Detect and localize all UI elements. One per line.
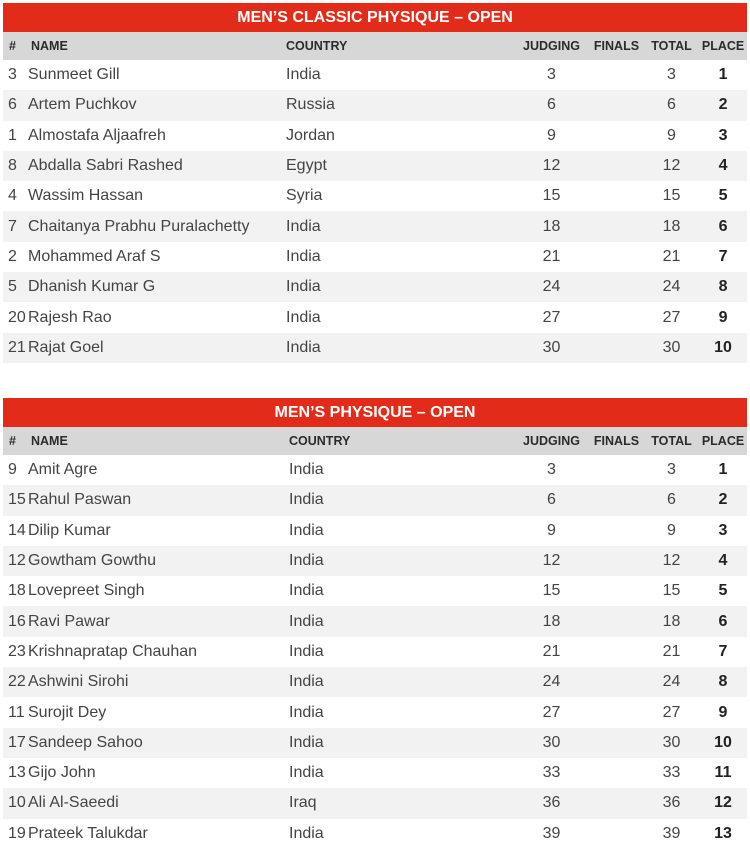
competitor-country: India bbox=[287, 455, 514, 485]
table-title-row bbox=[3, 3, 747, 32]
competitor-name: Ravi Pawar bbox=[27, 606, 287, 636]
total-score: 6 bbox=[644, 485, 699, 515]
competitor-number: 20 bbox=[3, 302, 27, 332]
competitor-name: Mohammed Araf S bbox=[27, 242, 284, 272]
judging-score: 24 bbox=[514, 667, 589, 697]
column-header-name: NAME bbox=[27, 32, 284, 60]
finals-score bbox=[589, 302, 644, 332]
column-header-finals: FINALS bbox=[589, 427, 644, 455]
placing: 12 bbox=[699, 788, 747, 818]
table-row bbox=[3, 211, 747, 241]
finals-score bbox=[589, 637, 644, 667]
competitor-name: Dhanish Kumar G bbox=[27, 272, 284, 302]
column-header-place: PLACE bbox=[699, 32, 747, 60]
column-header-row bbox=[3, 32, 747, 60]
finals-score bbox=[589, 788, 644, 818]
column-header-total: TOTAL bbox=[644, 427, 699, 455]
column-header-judging: JUDGING bbox=[514, 32, 589, 60]
placing: 8 bbox=[699, 667, 747, 697]
competitor-country: India bbox=[284, 302, 514, 332]
judging-score: 21 bbox=[514, 637, 589, 667]
judging-score: 6 bbox=[514, 90, 589, 120]
competitor-name: Sunmeet Gill bbox=[27, 60, 284, 90]
placing: 3 bbox=[699, 516, 747, 546]
column-header-place: PLACE bbox=[699, 427, 747, 455]
competitor-name: Prateek Talukdar bbox=[27, 819, 287, 849]
competitor-number: 5 bbox=[3, 272, 27, 302]
finals-score bbox=[589, 485, 644, 515]
table-row bbox=[3, 637, 747, 667]
competitor-country: India bbox=[287, 546, 514, 576]
table-row bbox=[3, 333, 747, 363]
total-score: 39 bbox=[644, 819, 699, 849]
competitor-name: Wassim Hassan bbox=[27, 181, 284, 211]
placing: 9 bbox=[699, 697, 747, 727]
placing: 6 bbox=[699, 211, 747, 241]
table-row bbox=[3, 485, 747, 515]
table-row bbox=[3, 272, 747, 302]
table-row bbox=[3, 788, 747, 818]
finals-score bbox=[589, 697, 644, 727]
competitor-name: Chaitanya Prabhu Puralachetty bbox=[27, 211, 284, 241]
table-row bbox=[3, 455, 747, 485]
table-row bbox=[3, 516, 747, 546]
judging-score: 18 bbox=[514, 211, 589, 241]
competitor-number: 3 bbox=[3, 60, 27, 90]
competitor-name: Rahul Paswan bbox=[27, 485, 287, 515]
finals-score bbox=[589, 758, 644, 788]
total-score: 3 bbox=[644, 60, 699, 90]
competitor-country: India bbox=[284, 242, 514, 272]
judging-score: 3 bbox=[514, 455, 589, 485]
competitor-name: Rajesh Rao bbox=[27, 302, 284, 332]
placing: 13 bbox=[699, 819, 747, 849]
column-header-finals: FINALS bbox=[589, 32, 644, 60]
table-row bbox=[3, 90, 747, 120]
competitor-country: India bbox=[287, 697, 514, 727]
placing: 2 bbox=[699, 485, 747, 515]
table-row bbox=[3, 302, 747, 332]
judging-score: 18 bbox=[514, 606, 589, 636]
judging-score: 30 bbox=[514, 728, 589, 758]
judging-score: 27 bbox=[514, 697, 589, 727]
column-header-row bbox=[3, 427, 747, 455]
competitor-number: 8 bbox=[3, 151, 27, 181]
results-table-mens-physique bbox=[3, 398, 747, 849]
placing: 3 bbox=[699, 121, 747, 151]
competitor-country: India bbox=[287, 516, 514, 546]
competitor-name: Gijo John bbox=[27, 758, 287, 788]
judging-score: 39 bbox=[514, 819, 589, 849]
table-row bbox=[3, 697, 747, 727]
total-score: 3 bbox=[644, 455, 699, 485]
finals-score bbox=[589, 121, 644, 151]
competitor-country: India bbox=[287, 606, 514, 636]
competitor-number: 13 bbox=[3, 758, 27, 788]
total-score: 27 bbox=[644, 697, 699, 727]
competitor-country: India bbox=[287, 576, 514, 606]
total-score: 24 bbox=[644, 667, 699, 697]
table-row bbox=[3, 546, 747, 576]
total-score: 30 bbox=[644, 728, 699, 758]
competitor-number: 23 bbox=[3, 637, 27, 667]
judging-score: 9 bbox=[514, 121, 589, 151]
competitor-name: Gowtham Gowthu bbox=[27, 546, 287, 576]
judging-score: 12 bbox=[514, 151, 589, 181]
placing: 9 bbox=[699, 302, 747, 332]
competitor-country: India bbox=[287, 758, 514, 788]
finals-score bbox=[589, 242, 644, 272]
judging-score: 3 bbox=[514, 60, 589, 90]
finals-score bbox=[589, 516, 644, 546]
competitor-name: Artem Puchkov bbox=[27, 90, 284, 120]
column-header-country: COUNTRY bbox=[287, 427, 514, 455]
competitor-number: 14 bbox=[3, 516, 27, 546]
competitor-name: Krishnapratap Chauhan bbox=[27, 637, 287, 667]
judging-score: 27 bbox=[514, 302, 589, 332]
total-score: 18 bbox=[644, 606, 699, 636]
total-score: 21 bbox=[644, 637, 699, 667]
table-row bbox=[3, 606, 747, 636]
judging-score: 36 bbox=[514, 788, 589, 818]
column-header-number: # bbox=[3, 32, 27, 60]
competitor-number: 2 bbox=[3, 242, 27, 272]
competitor-name: Ashwini Sirohi bbox=[27, 667, 287, 697]
table-title: MEN’S CLASSIC PHYSIQUE – OPEN bbox=[3, 3, 747, 32]
competitor-number: 11 bbox=[3, 697, 27, 727]
competitor-name: Surojit Dey bbox=[27, 697, 287, 727]
placing: 10 bbox=[699, 333, 747, 363]
column-header-total: TOTAL bbox=[644, 32, 699, 60]
competitor-number: 16 bbox=[3, 606, 27, 636]
total-score: 27 bbox=[644, 302, 699, 332]
competitor-country: India bbox=[284, 333, 514, 363]
placing: 6 bbox=[699, 606, 747, 636]
competitor-country: India bbox=[287, 819, 514, 849]
finals-score bbox=[589, 60, 644, 90]
placing: 11 bbox=[699, 758, 747, 788]
finals-score bbox=[589, 819, 644, 849]
table-row bbox=[3, 819, 747, 849]
total-score: 36 bbox=[644, 788, 699, 818]
finals-score bbox=[589, 90, 644, 120]
competitor-country: Iraq bbox=[287, 788, 514, 818]
total-score: 21 bbox=[644, 242, 699, 272]
competitor-number: 17 bbox=[3, 728, 27, 758]
competitor-country: India bbox=[287, 728, 514, 758]
competitor-country: India bbox=[284, 211, 514, 241]
total-score: 9 bbox=[644, 516, 699, 546]
placing: 2 bbox=[699, 90, 747, 120]
finals-score bbox=[589, 576, 644, 606]
competitor-country: India bbox=[287, 637, 514, 667]
finals-score bbox=[589, 546, 644, 576]
competitor-number: 15 bbox=[3, 485, 27, 515]
finals-score bbox=[589, 667, 644, 697]
total-score: 15 bbox=[644, 181, 699, 211]
competitor-country: India bbox=[284, 272, 514, 302]
competitor-country: Syria bbox=[284, 181, 514, 211]
total-score: 9 bbox=[644, 121, 699, 151]
competitor-number: 22 bbox=[3, 667, 27, 697]
results-table-classic-physique bbox=[3, 3, 747, 363]
placing: 8 bbox=[699, 272, 747, 302]
total-score: 12 bbox=[644, 151, 699, 181]
competitor-country: India bbox=[287, 667, 514, 697]
competitor-number: 18 bbox=[3, 576, 27, 606]
competitor-name: Abdalla Sabri Rashed bbox=[27, 151, 284, 181]
total-score: 30 bbox=[644, 333, 699, 363]
competitor-country: Russia bbox=[284, 90, 514, 120]
table-row bbox=[3, 728, 747, 758]
competitor-number: 6 bbox=[3, 90, 27, 120]
placing: 4 bbox=[699, 546, 747, 576]
competitor-country: Egypt bbox=[284, 151, 514, 181]
column-header-judging: JUDGING bbox=[514, 427, 589, 455]
competitor-number: 7 bbox=[3, 211, 27, 241]
judging-score: 15 bbox=[514, 576, 589, 606]
column-header-country: COUNTRY bbox=[284, 32, 514, 60]
competitor-number: 10 bbox=[3, 788, 27, 818]
table-row bbox=[3, 60, 747, 90]
competitor-country: India bbox=[284, 60, 514, 90]
placing: 5 bbox=[699, 181, 747, 211]
total-score: 15 bbox=[644, 576, 699, 606]
finals-score bbox=[589, 211, 644, 241]
table-row bbox=[3, 576, 747, 606]
competitor-name: Sandeep Sahoo bbox=[27, 728, 287, 758]
competitor-number: 4 bbox=[3, 181, 27, 211]
competitor-name: Almostafa Aljaafreh bbox=[27, 121, 284, 151]
finals-score bbox=[589, 455, 644, 485]
finals-score bbox=[589, 606, 644, 636]
column-header-number: # bbox=[3, 427, 27, 455]
competitor-name: Rajat Goel bbox=[27, 333, 284, 363]
table-row bbox=[3, 758, 747, 788]
competitor-country: Jordan bbox=[284, 121, 514, 151]
finals-score bbox=[589, 272, 644, 302]
total-score: 33 bbox=[644, 758, 699, 788]
competitor-country: India bbox=[287, 485, 514, 515]
total-score: 24 bbox=[644, 272, 699, 302]
placing: 5 bbox=[699, 576, 747, 606]
judging-score: 30 bbox=[514, 333, 589, 363]
placing: 10 bbox=[699, 728, 747, 758]
table-title: MEN’S PHYSIQUE – OPEN bbox=[3, 398, 747, 427]
table-row bbox=[3, 121, 747, 151]
table-row bbox=[3, 242, 747, 272]
judging-score: 21 bbox=[514, 242, 589, 272]
finals-score bbox=[589, 181, 644, 211]
competitor-number: 21 bbox=[3, 333, 27, 363]
judging-score: 24 bbox=[514, 272, 589, 302]
placing: 1 bbox=[699, 60, 747, 90]
column-header-name: NAME bbox=[27, 427, 287, 455]
total-score: 18 bbox=[644, 211, 699, 241]
table-title-row bbox=[3, 398, 747, 427]
judging-score: 12 bbox=[514, 546, 589, 576]
finals-score bbox=[589, 728, 644, 758]
table-row bbox=[3, 151, 747, 181]
total-score: 12 bbox=[644, 546, 699, 576]
finals-score bbox=[589, 333, 644, 363]
finals-score bbox=[589, 151, 644, 181]
total-score: 6 bbox=[644, 90, 699, 120]
competitor-name: Amit Agre bbox=[27, 455, 287, 485]
competitor-name: Ali Al-Saeedi bbox=[27, 788, 287, 818]
table-row bbox=[3, 181, 747, 211]
competitor-name: Dilip Kumar bbox=[27, 516, 287, 546]
competitor-name: Lovepreet Singh bbox=[27, 576, 287, 606]
judging-score: 33 bbox=[514, 758, 589, 788]
competitor-number: 1 bbox=[3, 121, 27, 151]
placing: 4 bbox=[699, 151, 747, 181]
judging-score: 6 bbox=[514, 485, 589, 515]
judging-score: 15 bbox=[514, 181, 589, 211]
table-row bbox=[3, 667, 747, 697]
judging-score: 9 bbox=[514, 516, 589, 546]
placing: 7 bbox=[699, 242, 747, 272]
competitor-number: 9 bbox=[3, 455, 27, 485]
competitor-number: 12 bbox=[3, 546, 27, 576]
competitor-number: 19 bbox=[3, 819, 27, 849]
placing: 1 bbox=[699, 455, 747, 485]
placing: 7 bbox=[699, 637, 747, 667]
